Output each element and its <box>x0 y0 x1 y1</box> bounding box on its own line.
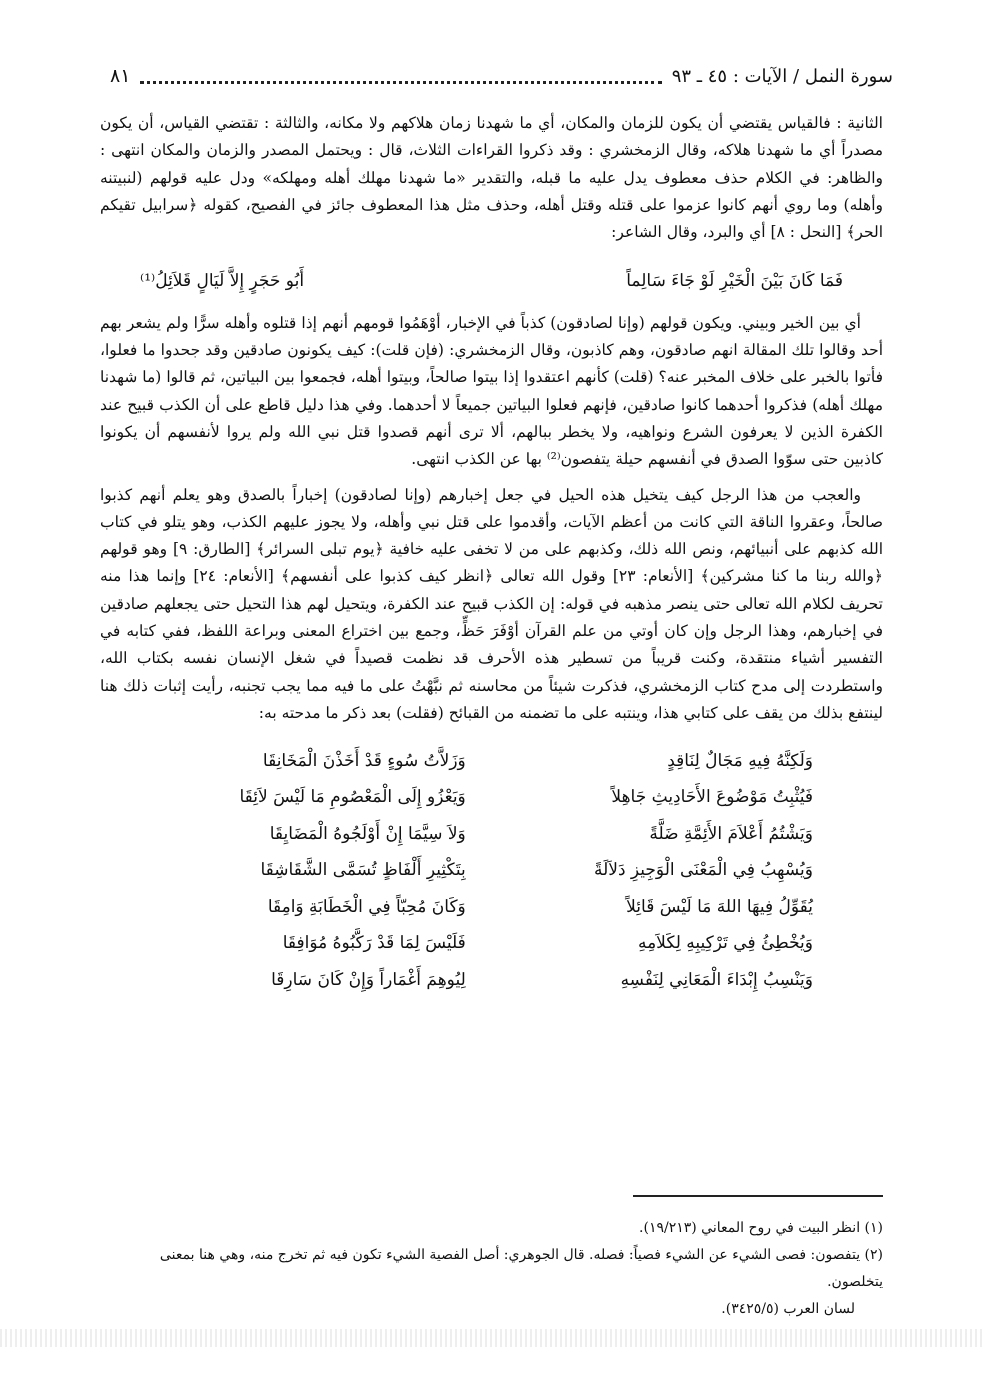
poem-line-second-half: وَلاَ سِيَّمَا إِنْ أَوْلَجُوهُ الْمَضَايِقَا <box>269 823 466 844</box>
poem-line-first-half: وَيُسْهِبُ فِي الْمَعْنَى الْوَجِيزِ دَلاَلَةً <box>593 860 813 881</box>
poem-line-first-half: يُقَوِّلُ فِيهَا اللهَ مَا لَيْسَ قَائِلاً <box>626 896 813 917</box>
footnote-1: (١) انظر البيت في روح المعاني (١٩/٢١٣). <box>639 1220 883 1236</box>
scan-edge-noise <box>0 1329 983 1347</box>
poem <box>170 743 813 999</box>
poem-line-second-half: لِيُوهِمَ أَغْمَاراً وَإِنْ كَانَ سَارِقَا <box>271 969 466 990</box>
poem-line-second-half: وَكَانَ مُحِبّاً فِي الْخَطَابَةِ وَامِقَا <box>267 896 466 917</box>
chapter-title: سورة النمل / الآيات : ٤٥ ـ ٩٣ <box>671 65 893 87</box>
poem-line <box>170 780 813 817</box>
main-text <box>100 110 883 999</box>
poem-line <box>170 853 813 890</box>
poem-line-first-half: وَيَنْسِبُ إِبْدَاءَ الْمَعَانِي لِنَفْسِهِ <box>620 969 813 990</box>
quoted-verse <box>100 254 883 309</box>
page-number: ٨١ <box>110 65 131 87</box>
poem-line-first-half: وَلَكِنَّهُ فِيهِ مَجَالٌ لِنَاقِدٍ <box>667 750 813 771</box>
poem-line-second-half: بِتَكْثِيرِ أَلْفَاظٍ تُسَمَّى الشَّقَاشِقَا <box>260 860 466 881</box>
poem-line-first-half: وَيُخْطِئُ فِي تَرْكِيبِهِ لِكَلاَمِهِ <box>637 933 813 954</box>
paragraph-2: أي بين الخير وبيني. ويكون قولهم (وإنا لصادقون) كذباً في الإخبار، أوْهَمُوا قومهم أنهم إذا قتلوه وأهله سرًّا ولم يشعر بهم أحد وقالوا تلك المقالة انهم صادقون، وهم كاذبون، وقال الزمخشري: (فإن قلت): كيف يكونون صادقين وقد جحدوا ما فعلوا، فأتوا بالخبر على خلاف المخبر عنه؟ (قلت) كأنهم اعتقدوا إذا بيتوا صالحاً، وبيتوا أهله، فجمعوا بين البياتين، ثم قالوا (ما شهدنا مهلك أهله) فذكروا أحدهما كانوا صادقين، فإنهم فعلوا البياتين جميعاً لا أحدهما. وفي هذا دليل قاطع على أن الكذب قبيح عند الكفرة الذين لا يعرفون الشرع ونواهيه، ولا يخطر ببالهم، ألا ترى أنهم قصدوا قتل نبي الله ولم يروا لأنفسهم أن يكونوا كاذبين حتى سوّوا الصدق في أنفسهم حيلة يتفصون⁽²⁾ بها عن الكذب انتهى. <box>100 313 883 469</box>
footnote-2: (٢) يتفصون: فصى الشيء عن الشيء فصياً: فصله. قال الجوهري: أصل الفصية الشيء تكون فيه ثم تخرج منه، وهي هنا بمعنى يتخلصون. <box>159 1247 883 1290</box>
poem-line-second-half: وَزَلاَّتُ سُوءٍ قَدْ أَخَذْنَ الْمَخَانِقَا <box>262 750 466 771</box>
poem-line <box>170 962 813 999</box>
poem-line <box>170 743 813 780</box>
header-dot-leader <box>140 69 661 84</box>
footnote-2-continuation: لسان العرب (٣٤٢٥/٥). <box>721 1301 855 1317</box>
running-header <box>110 62 893 90</box>
poem-line-first-half: فَيُثْبِتُ مَوْضُوعَ الأَحَادِيثِ جَاهِلاً <box>611 787 813 808</box>
paragraph-1: الثانية : فالقياس يقتضي أن يكون للزمان والمكان، أي ما شهدنا زمان هلاكهم ولا مكانه، والثالثة : تقتضي القياس، أن يكون مصدراً أي ما شهدنا هلاكه، وقال الزمخشري : وقد ذكروا القراءات الثلاث، قال : ويحتمل المصدر والزمان والمكان انتهى : والظاهر: في الكلام حذف معطوف يدل عليه ما قبله، والتقدير «ما شهدنا مهلك أهله ومهلكه» ودل عليه قولهم (لنبيتنه وأهله) وما روي أنهم كانوا عزموا على قتله وقتل أهله، وحذف مثل هذا المعطوف جائز في الفصيح، كقوله ﴿سرابيل تقيكم الحر﴾ [النحل : ٨] أي والبرد، وقال الشاعر: <box>100 114 883 242</box>
poem-line-second-half: فَلَيْسَ لِمَا قَدْ رَكَّبُوهُ مُوَافِقَا <box>282 933 466 954</box>
poem-line <box>170 926 813 963</box>
footnote-separator <box>633 1195 883 1197</box>
footnotes <box>100 1215 883 1323</box>
verse-second-hemistich: أَبُو حَجَرٍ إِلاَّ لَيَالٍ قَلاَئِلُ⁽¹⁾ <box>140 271 305 292</box>
poem-line-first-half: وَيَشْتُمُ أَعْلاَمَ الأَئِمَّةِ ضَلَّةً <box>649 823 813 844</box>
poem-line-second-half: وَيَعْزُو إِلَى الْمَعْصُومِ مَا لَيْسَ لاَئِقَا <box>239 787 466 808</box>
poem-line <box>170 816 813 853</box>
poem-line <box>170 889 813 926</box>
paragraph-3: والعجب من هذا الرجل كيف يتخيل هذه الحيل في جعل إخبارهم (وإنا لصادقون) إخباراً بالصدق وهو يعلم أنهم كذبوا صالحاً، وعقروا الناقة التي كانت من أعظم الآيات، وأقدموا على قتل نبي وأهله، ولا يجوز عليهم الكذب، وهو يتلو في كتاب الله كذبهم على أنبيائهم، ونص الله ذلك، وكذبهم على من لا تخفى عليه خافية ﴿يوم تبلى السرائر﴾ [الطارق: ٩] وهو قولهم ﴿والله ربنا ما كنا مشركين﴾ [الأنعام: ٢٣] وقول الله تعالى ﴿انظر كيف كذبوا على أنفسهم﴾ [الأنعام: ٢٤] وإنما هذا منه تحريف لكلام الله تعالى حتى ينصر مذهبه في قوله: إن الكذب قبيح عند الكفرة، ويتحيل لهم هذا التحيل حتى يجعلهم صادقين في إخبارهم، وهذا الرجل وإن كان أوتي من علم القرآن أوْفَرَ حَظٍّ، وجمع بين اختراع المعنى وبراعة اللفظ، ففي كتابه في التفسير أشياء منتقدة، وكنت قريباً من تسطير هذه الأحرف قد نظمت قصيداً في شغل الإنسان نفسه بكتاب الله، واستطردت إلى مدح كتاب الزمخشري، فذكرت شيئاً من محاسنه ثم نبَّهْتُ على ما فيه مما يجب تجنبه، رأيت إثبات ذلك هنا لينتفع بذلك من يقف على كتابي هذا، وينتبه على ما تضمنه من القبائح (فقلت) بعد ذكر ما مدحته به: <box>100 485 884 722</box>
verse-first-hemistich: فَمَا كَانَ بَيْنَ الْخَيْرِ لَوْ جَاءَ سَالِماً <box>626 271 843 292</box>
